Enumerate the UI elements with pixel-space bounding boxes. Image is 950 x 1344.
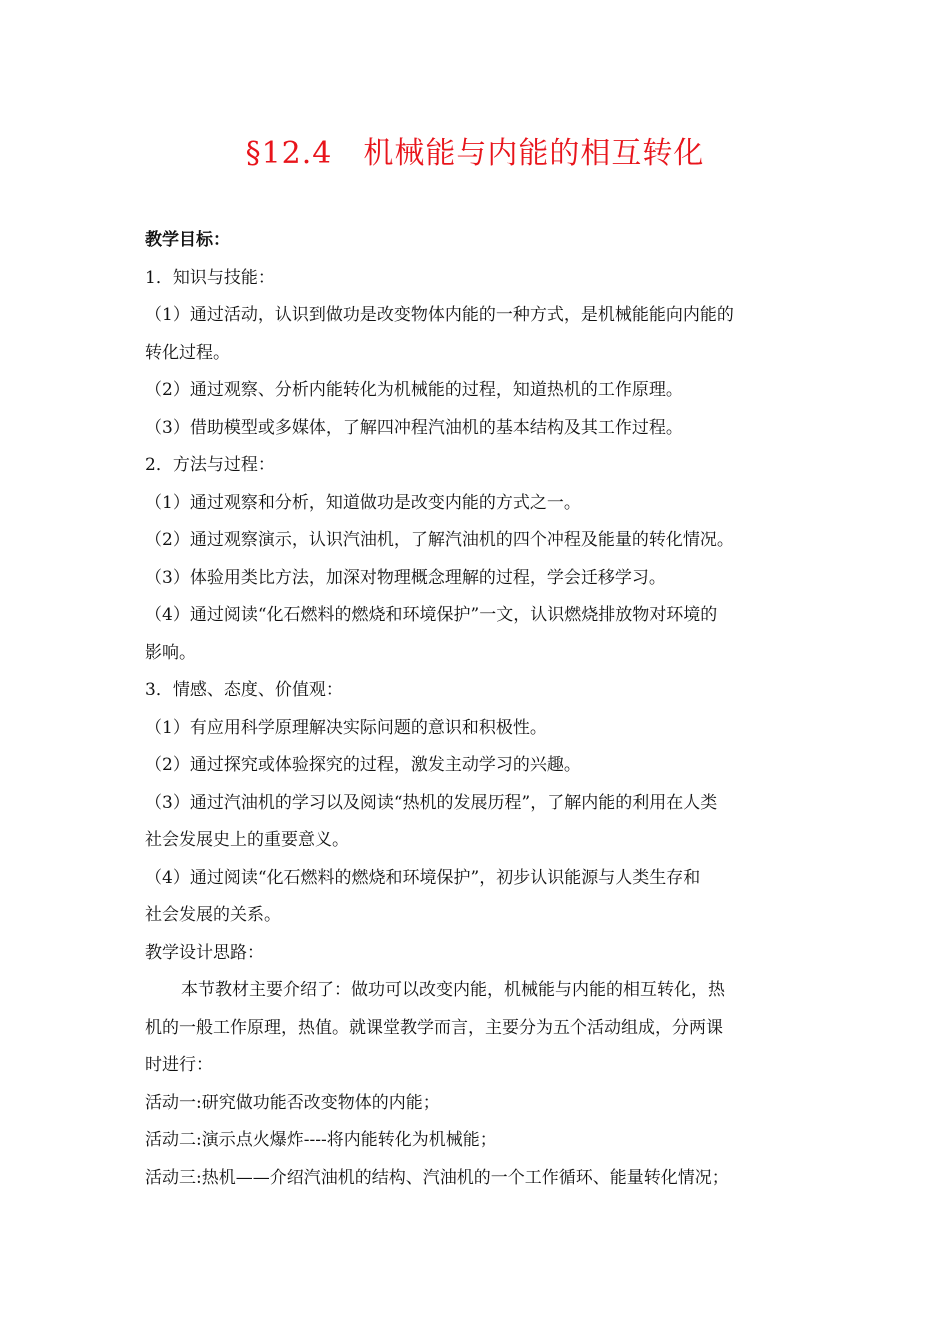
list-item: （2）通过探究或体验探究的过程，激发主动学习的兴趣。 <box>145 755 581 775</box>
activity-item: 活动二:演示点火爆炸----将内能转化为机械能； <box>145 1130 497 1150</box>
list-item: （1）通过观察和分析，知道做功是改变内能的方式之一。 <box>145 492 581 513</box>
list-item: （3）通过汽油机的学习以及阅读“热机的发展历程”，了解内能的利用在人类 <box>145 792 718 813</box>
section-heading: 2．方法与过程： <box>145 455 275 475</box>
section-heading: 3．情感、态度、价值观： <box>145 680 343 700</box>
list-item: 社会发展的关系。 <box>145 905 281 925</box>
list-item: 影响。 <box>145 642 196 663</box>
list-item: 社会发展史上的重要意义。 <box>145 830 349 850</box>
paragraph-line: 机的一般工作原理，热值。就课堂教学而言，主要分为五个活动组成，分两课 <box>145 1017 723 1038</box>
section-heading: 1．知识与技能： <box>145 267 275 288</box>
list-item: （4）通过阅读“化石燃料的燃烧和环境保护”，初步认识能源与人类生存和 <box>145 867 701 888</box>
list-item: （1）有应用科学原理解决实际问题的意识和积极性。 <box>145 717 547 738</box>
list-item: （4）通过阅读“化石燃料的燃烧和环境保护”一文，认识燃烧排放物对环境的 <box>145 605 718 625</box>
design-heading: 教学设计思路： <box>145 942 264 963</box>
list-item: （2）通过观察、分析内能转化为机械能的过程，知道热机的工作原理。 <box>145 380 683 400</box>
objectives-heading: 教学目标： <box>145 230 230 250</box>
paragraph-line: 本节教材主要介绍了：做功可以改变内能，机械能与内能的相互转化，热 <box>181 980 725 1000</box>
list-item: （3）借助模型或多媒体，了解四冲程汽油机的基本结构及其工作过程。 <box>145 417 683 438</box>
document-body <box>145 222 810 1197</box>
list-item: （2）通过观察演示，认识汽油机，了解汽油机的四个冲程及能量的转化情况。 <box>145 530 734 550</box>
list-item: 转化过程。 <box>145 342 230 363</box>
list-item: （1）通过活动，认识到做功是改变物体内能的一种方式，是机械能能向内能的 <box>145 305 734 325</box>
page-title: §12.4 机械能与内能的相互转化 <box>245 136 705 171</box>
activity-item: 活动一:研究做功能否改变物体的内能； <box>145 1092 440 1113</box>
paragraph-line: 时进行： <box>145 1055 213 1075</box>
activity-item: 活动三:热机——介绍汽油机的结构、汽油机的一个工作循环、能量转化情况； <box>145 1167 729 1188</box>
list-item: （3）体验用类比方法，加深对物理概念理解的过程，学会迁移学习。 <box>145 567 666 588</box>
